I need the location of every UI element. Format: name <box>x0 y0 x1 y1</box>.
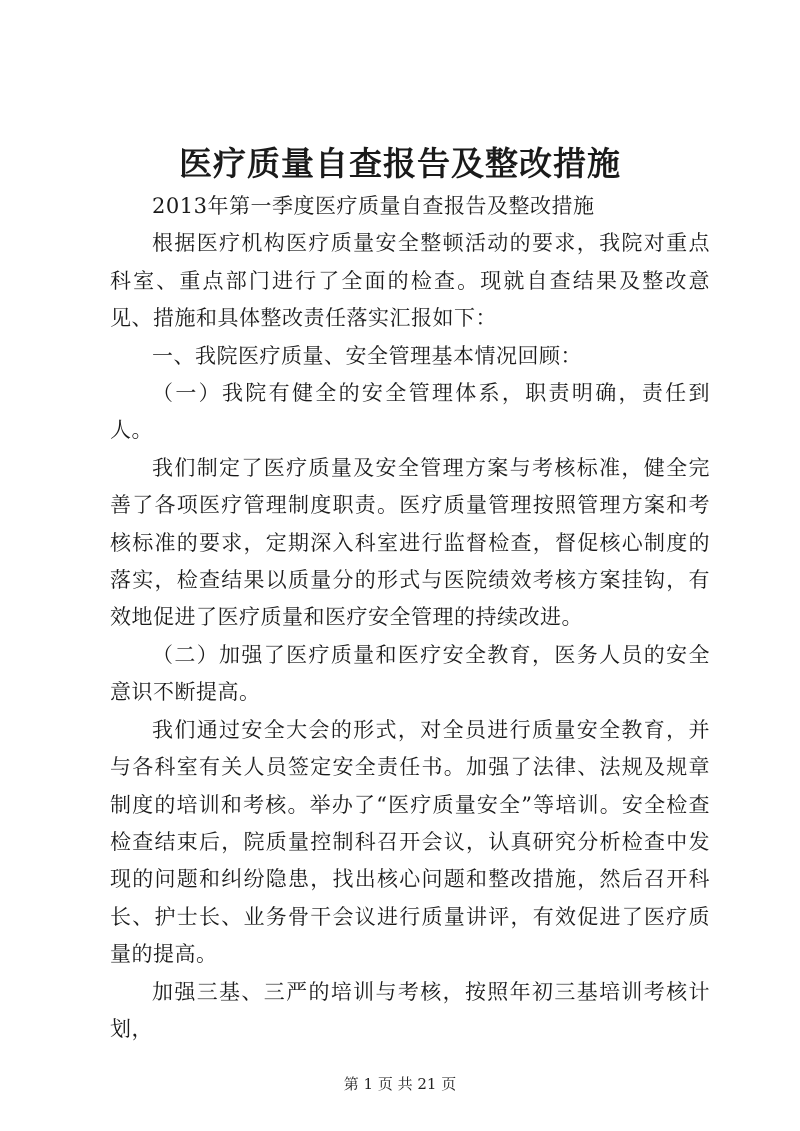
subsection-heading-2: （二）加强了医疗质量和医疗安全教育，医务人员的安全意识不断提高。 <box>110 642 710 705</box>
paragraph-education: 我们通过安全大会的形式，对全员进行质量安全教育，并与各科室有关人员签定安全责任书。加强了法律、法规及规章制度的培训和考核。举办了“医疗质量安全”等培训。安全检查检查结束后，院质量控制科召开会议，认真研究分析检查中发现的问题和纠纷隐患，找出核心问题和整改措施，然后召开科长、护士长、业务骨干会议进行质量讲评，有效促进了医疗质量的提高。 <box>110 717 710 967</box>
document-body <box>110 188 710 1048</box>
subsection-heading-1: （一）我院有健全的安全管理体系，职责明确，责任到人。 <box>110 381 710 443</box>
section-heading-1: 一、我院医疗质量、安全管理基本情况回顾： <box>152 343 582 368</box>
paragraph-management: 我们制定了医疗质量及安全管理方案与考核标准，健全完善了各项医疗管理制度职责。医疗质量管理按照管理方案和考核标准的要求，定期深入科室进行监督检查，督促核心制度的落实，检查结果以质量分的形式与医院绩效考核方案挂钩，有效地促进了医疗质量和医疗安全管理的持续改进。 <box>110 455 710 630</box>
paragraph-intro: 根据医疗机构医疗质量安全整顿活动的要求，我院对重点科室、重点部门进行了全面的检查。现就自查结果及整改意见、措施和具体整改责任落实汇报如下： <box>110 231 710 331</box>
paragraph-subtitle: 2013年第一季度医疗质量自查报告及整改措施 <box>152 194 595 218</box>
document-title: 医疗质量自查报告及整改措施 <box>179 144 621 183</box>
page-footer: 第 1 页 共 21 页 <box>343 1075 457 1093</box>
paragraph-training: 加强三基、三严的培训与考核，按照年初三基培训考核计划， <box>110 979 710 1041</box>
